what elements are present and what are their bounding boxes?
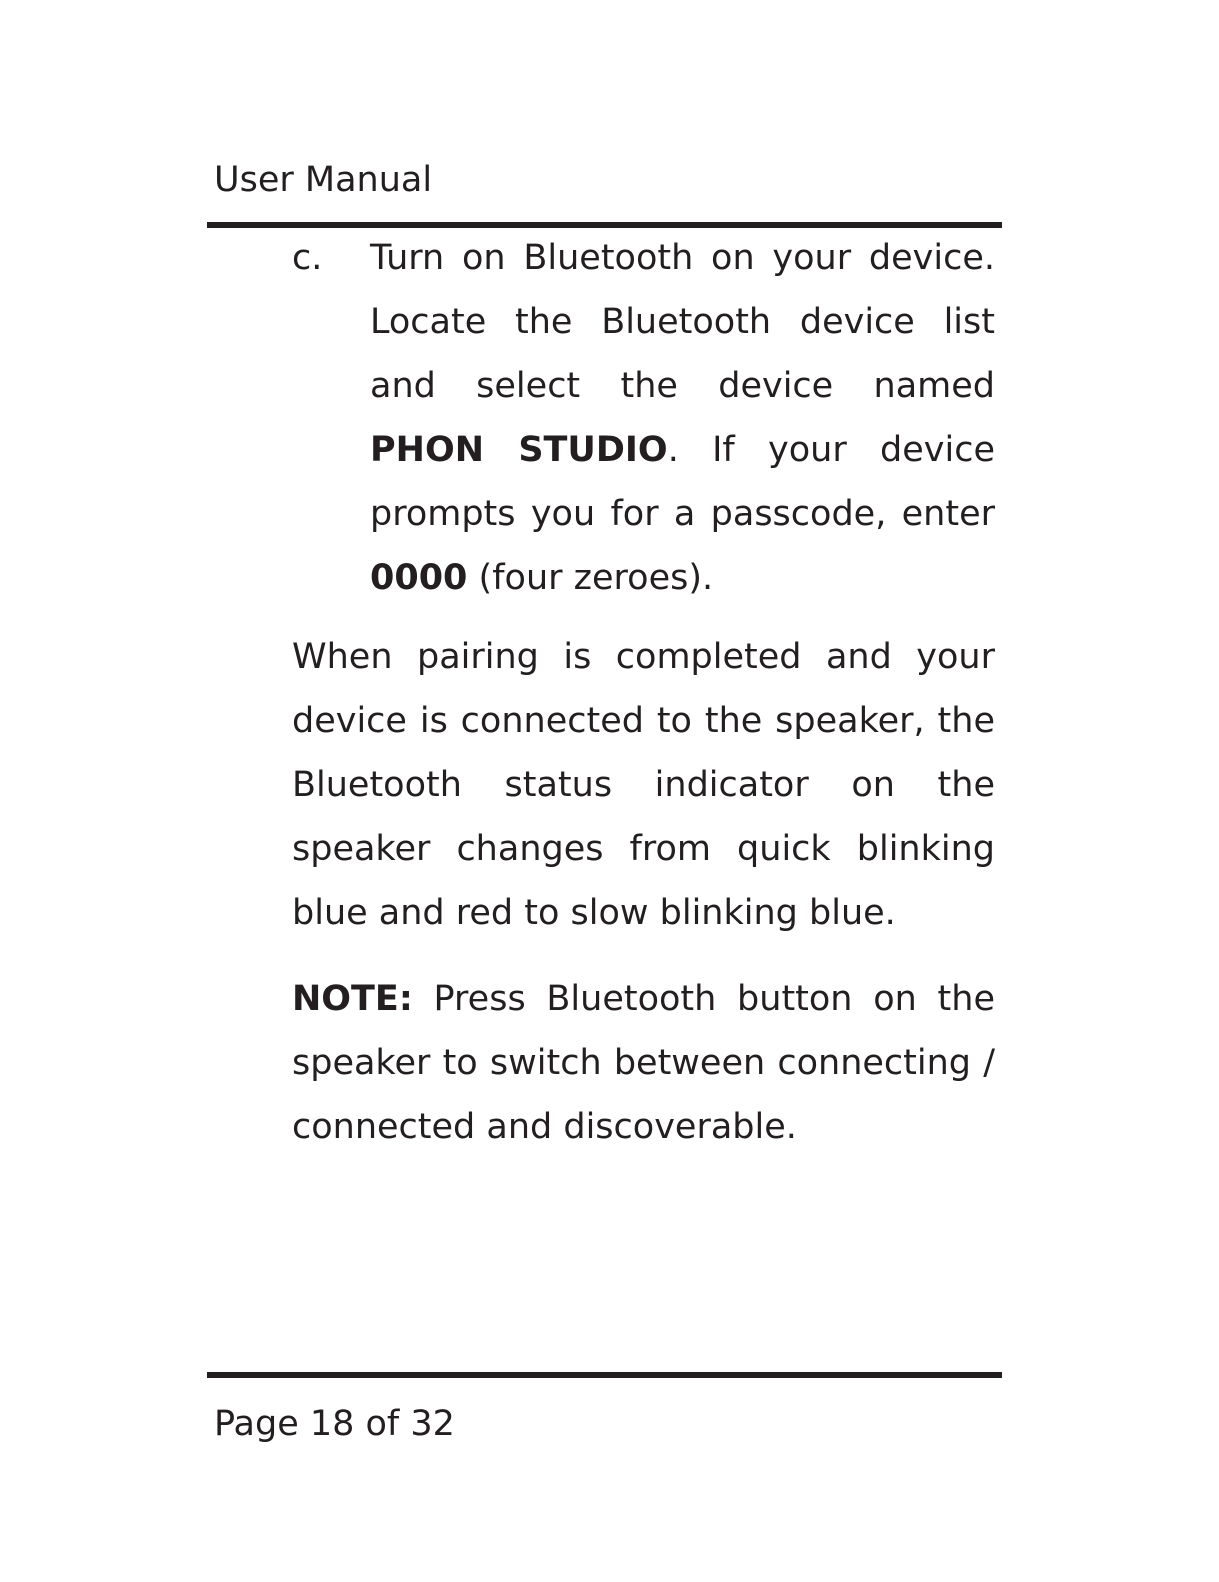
step-c — [292, 226, 995, 610]
step-c-text — [370, 226, 995, 610]
page-number: Page 18 of 32 — [214, 1404, 455, 1444]
step-c-text-2: . If your device prompts you for a passcode, enter — [370, 430, 995, 534]
note-label: NOTE: — [292, 979, 413, 1019]
note-text: Press Bluetooth button on the speaker to switch between connecting / connected and discoverable. — [292, 979, 995, 1147]
device-name: PHON STUDIO — [370, 430, 668, 470]
note-paragraph — [292, 967, 995, 1159]
step-c-text-1: Turn on Bluetooth on your device. Locate the Bluetooth device list and select the device named — [370, 238, 995, 406]
step-c-text-3: (four zeroes). — [467, 558, 714, 598]
passcode: 0000 — [370, 558, 468, 598]
step-marker: c. — [292, 238, 323, 278]
header-title: User Manual — [214, 160, 433, 200]
pairing-paragraph: When pairing is completed and your device is connected to the speaker, the Bluetooth status indicator on the speaker changes from quick blinking blue and red to slow blinking blue. — [292, 637, 995, 933]
footer-rule — [207, 1372, 1002, 1378]
